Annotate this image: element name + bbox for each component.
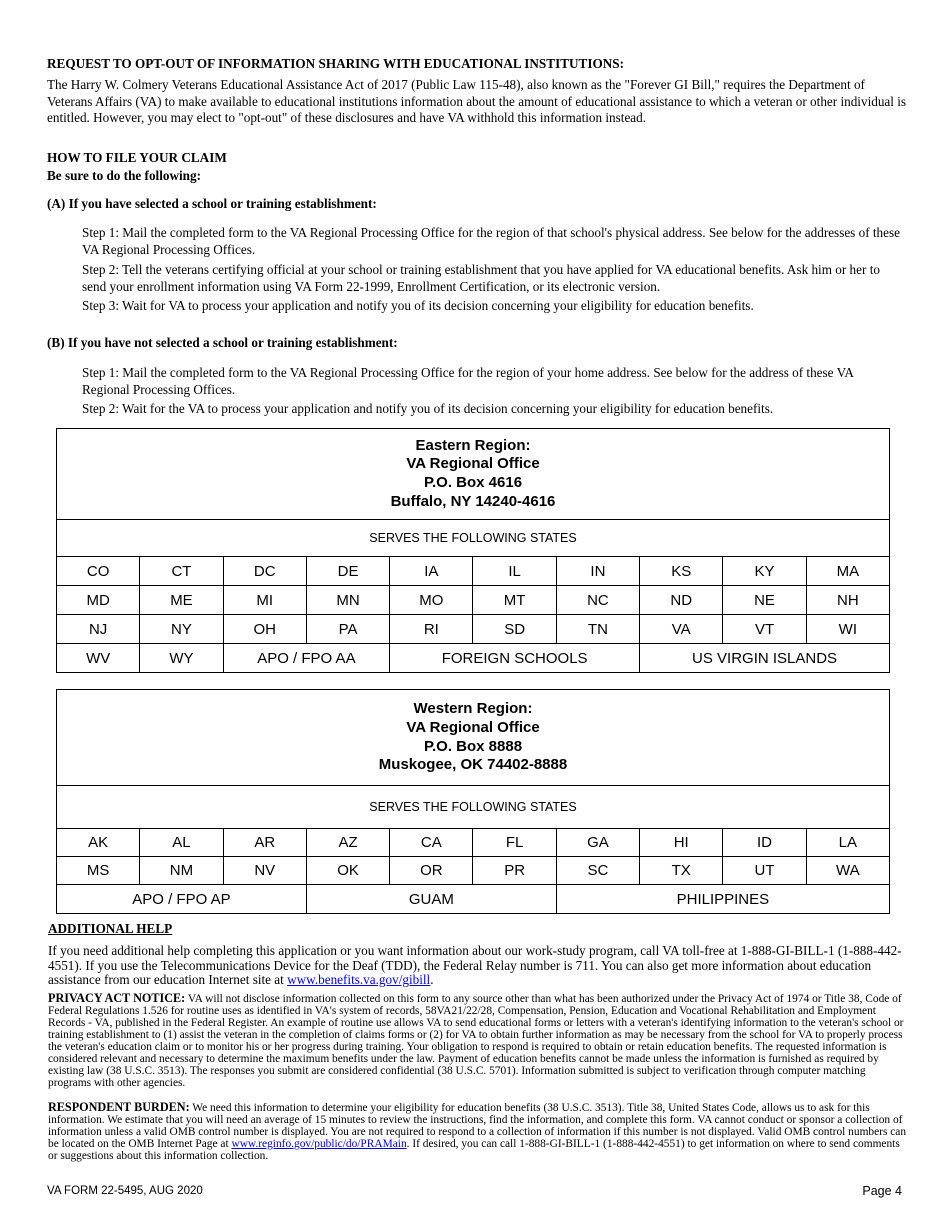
table-row [57, 615, 890, 644]
eastern-office-name: VA Regional Office [406, 455, 540, 473]
eastern-region-table [56, 428, 890, 673]
privacy-body: VA will not disclose information collected on this form to any source other than what has been authorized under the Privacy Act of 1974 or Title 38, Code of Federal Regulations 1.526 for routine uses as identified in VA's system of records, 58VA21/22/28, Compensation, Pension, Education and Vocational Rehabilitation and Employment Records - VA, published in the Federal Register. An example of routine use allows VA to send educational forms or letters with a veteran's identifying information to the veteran's school or training establishment to (1) assist the veteran in the completion of claims forms or (2) for VA to obtain further information as may be necessary from the school for VA to properly process the veteran's education claim or to monitor his or her progress during training. Your obligation to respond is required to obtain or retain education benefits. The requested information is considered relevant and necessary to determine the maximum benefits under the law. Payment of education benefits cannot be made unless the information is furnished as required by existing law (38 U.S.C. 3513). The responses you submit are considered confidential (38 U.S.C. 5701). Information submitted is subject to verification through computer matching programs with other agencies. [48, 993, 904, 1089]
state-cell: AZ [306, 829, 389, 857]
eastern-serves-label: SERVES THE FOLLOWING STATES [57, 520, 890, 557]
state-cell: NM [140, 857, 223, 885]
western-city: Muskogee, OK 74402-8888 [378, 756, 568, 774]
state-cell: SD [473, 615, 556, 644]
file-claim-subheading: Be sure to do the following: [47, 168, 201, 183]
state-cell: AL [140, 829, 223, 857]
state-cell: VT [723, 615, 806, 644]
state-cell: MA [806, 557, 889, 586]
state-cell: OK [306, 857, 389, 885]
western-office-name: VA Regional Office [406, 718, 540, 736]
state-cell: OR [390, 857, 473, 885]
western-region-name: Western Region: [413, 700, 533, 718]
state-cell: NH [806, 586, 889, 615]
state-cell: GUAM [306, 885, 556, 914]
state-cell: NJ [57, 615, 140, 644]
state-cell: CO [57, 557, 140, 586]
state-cell: OH [223, 615, 306, 644]
western-region-address [57, 690, 890, 786]
state-cell: MS [57, 857, 140, 885]
table-row [57, 557, 890, 586]
state-cell: US VIRGIN ISLANDS [640, 644, 890, 673]
burden-body-end: . If desired, you can call 1-888-GI-BILL-1 (1-888-442-4551) to get information on where to send comments or suggestions about this information collection. [48, 1138, 900, 1162]
file-claim-heading: HOW TO FILE YOUR CLAIM [47, 150, 227, 165]
table-row [57, 885, 890, 914]
table-row [57, 644, 890, 673]
state-cell: WI [806, 615, 889, 644]
state-cell: MN [306, 586, 389, 615]
table-row [57, 857, 890, 885]
state-cell: CT [140, 557, 223, 586]
western-serves-label: SERVES THE FOLLOWING STATES [57, 786, 890, 829]
state-cell: TN [556, 615, 639, 644]
western-po-box: P.O. Box 8888 [423, 737, 523, 755]
state-cell: PR [473, 857, 556, 885]
additional-help-end: . [430, 972, 434, 988]
state-cell: KS [640, 557, 723, 586]
state-cell: ID [723, 829, 806, 857]
state-cell: SC [556, 857, 639, 885]
state-cell: GA [556, 829, 639, 857]
respondent-burden [48, 1101, 908, 1162]
table-row [57, 829, 890, 857]
privacy-label: PRIVACY ACT NOTICE: [48, 991, 186, 1005]
state-cell: AR [223, 829, 306, 857]
state-cell: APO / FPO AP [57, 885, 307, 914]
section-b-step-2: Step 2: Wait for the VA to process your application and notify you of its decision concerning your eligibility for education benefits. [82, 401, 774, 416]
state-cell: VA [640, 615, 723, 644]
state-cell: FL [473, 829, 556, 857]
state-cell: IN [556, 557, 639, 586]
state-cell: WA [806, 857, 889, 885]
state-cell: FOREIGN SCHOOLS [390, 644, 640, 673]
page-number: Page 4 [862, 1184, 902, 1198]
state-cell: DE [306, 557, 389, 586]
reginfo-link[interactable]: www.reginfo.gov/public/do/PRAMain [231, 1138, 407, 1150]
state-cell: ME [140, 586, 223, 615]
state-cell: MI [223, 586, 306, 615]
state-cell: NV [223, 857, 306, 885]
burden-label: RESPONDENT BURDEN: [48, 1100, 190, 1114]
western-region-table [56, 689, 890, 914]
eastern-region-name: Eastern Region: [415, 436, 531, 454]
state-cell: IA [390, 557, 473, 586]
state-cell: NC [556, 586, 639, 615]
additional-help-text: If you need additional help completing this application or you want information about our work-study program, call VA toll-free at 1-888-GI-BILL-1 (1-888-442-4551). If you use the Telecommunications Device for the Deaf (TDD), the Federal Relay number is 711. You can also get more information about education assistance from our education Internet site at [48, 943, 902, 988]
state-cell: DC [223, 557, 306, 586]
state-cell: UT [723, 857, 806, 885]
privacy-act-notice [48, 992, 908, 1089]
additional-help-body [48, 944, 908, 988]
state-cell: WY [140, 644, 223, 673]
state-cell: APO / FPO AA [223, 644, 390, 673]
burden-body: We need this information to determine your eligibility for education benefits (38 U.S.C. 3513). Title 38, United States Code, allows us to ask for this information. We estimate that you will need an average of 15 minutes to review the instructions, find the information, and complete this form. VA cannot conduct or sponsor a collection of information unless a valid OMB control number is displayed. You are not required to respond to a collection of information if this number is not displayed. Valid OMB control numbers can be located on the OMB Internet Page at [48, 1102, 907, 1150]
state-cell: NY [140, 615, 223, 644]
state-cell: ND [640, 586, 723, 615]
state-cell: HI [640, 829, 723, 857]
form-number: VA FORM 22-5495, AUG 2020 [47, 1185, 203, 1197]
state-cell: AK [57, 829, 140, 857]
eastern-city: Buffalo, NY 14240-4616 [390, 492, 556, 510]
section-a-step-1: Step 1: Mail the completed form to the VA Regional Processing Office for the region of that school's physical address. See below for the addresses of these VA Regional Processing Offices. [82, 225, 900, 257]
additional-help-heading: ADDITIONAL HELP [48, 921, 173, 936]
section-a-step-3: Step 3: Wait for VA to process your application and notify you of its decision concerning your eligibility for education benefits. [82, 298, 754, 313]
section-a-title: (A) If you have selected a school or training establishment: [47, 196, 377, 211]
state-cell: MD [57, 586, 140, 615]
optout-body: The Harry W. Colmery Veterans Educational Assistance Act of 2017 (Public Law 115-48), also known as the "Forever GI Bill," requires the Department of Veterans Affairs (VA) to make available to educational institutions information about the amount of educational assistance to which a veteran or other individual is entitled. However, you may elect to "opt-out" of these disclosures and have VA withhold this information instead. [47, 77, 907, 125]
state-cell: IL [473, 557, 556, 586]
table-row [57, 586, 890, 615]
eastern-po-box: P.O. Box 4616 [423, 474, 523, 491]
section-b-step-1: Step 1: Mail the completed form to the VA Regional Processing Office for the region of your home address. See below for the address of these VA Regional Processing Offices. [82, 365, 854, 397]
state-cell: LA [806, 829, 889, 857]
eastern-region-address [57, 429, 890, 520]
state-cell: CA [390, 829, 473, 857]
state-cell: RI [390, 615, 473, 644]
section-b-title: (B) If you have not selected a school or training establishment: [47, 335, 398, 350]
state-cell: MT [473, 586, 556, 615]
optout-heading: REQUEST TO OPT-OUT OF INFORMATION SHARING WITH EDUCATIONAL INSTITUTIONS: [47, 56, 624, 71]
gibill-link[interactable]: www.benefits.va.gov/gibill [287, 972, 431, 988]
state-cell: MO [390, 586, 473, 615]
state-cell: PA [306, 615, 389, 644]
section-a-step-2: Step 2: Tell the veterans certifying official at your school or training establishment that you have applied for VA educational benefits. Ask him or her to send your enrollment information using VA Form 22-1999, Enrollment Certification, or its electronic version. [82, 262, 880, 294]
state-cell: PHILIPPINES [556, 885, 889, 914]
state-cell: NE [723, 586, 806, 615]
state-cell: KY [723, 557, 806, 586]
state-cell: TX [640, 857, 723, 885]
state-cell: WV [57, 644, 140, 673]
